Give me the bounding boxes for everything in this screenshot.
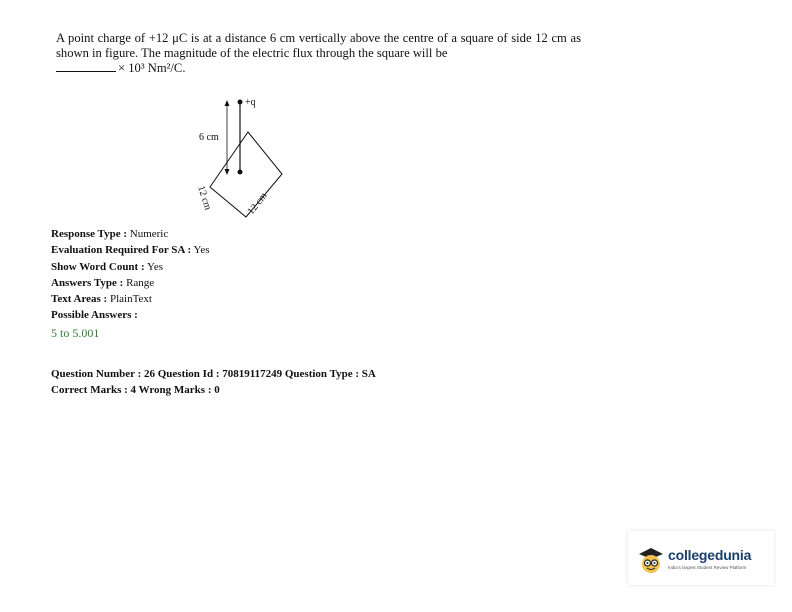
centre-dot: [238, 170, 243, 175]
side-label-right: 12 cm: [245, 190, 270, 217]
meta-answers-type: Answers Type : Range: [51, 276, 155, 289]
collegedunia-logo: [628, 531, 774, 585]
charge-dot: [238, 100, 243, 105]
question-info-line2: Correct Marks : 4 Wrong Marks : 0: [51, 384, 220, 396]
side-label-left: 12 cm: [195, 184, 214, 212]
possible-answer-value: 5 to 5.001: [51, 325, 100, 340]
question-metadata: [51, 226, 210, 341]
meta-possible-answers: Possible Answers :: [51, 309, 138, 322]
meta-response-type: Response Type : Numeric: [51, 228, 169, 240]
square-charge-figure: [190, 92, 300, 222]
answer-blank: [56, 62, 116, 72]
distance-label: 6 cm: [199, 132, 219, 143]
meta-evaluation-required: Evaluation Required For SA : Yes: [51, 244, 210, 257]
square-plate: [210, 132, 282, 217]
mascot-icon: [636, 545, 666, 575]
question-units: × 10³ Nm²/C.: [118, 61, 186, 75]
meta-show-word-count: Show Word Count : Yes: [51, 260, 163, 273]
question-text: [56, 31, 581, 76]
question-info-line1: Question Number : 26 Question Id : 70819117249 Question Type : SA: [51, 368, 376, 380]
charge-label: +q: [245, 97, 256, 108]
arrow-head-top: [225, 100, 230, 106]
question-stem: A point charge of +12 μC is at a distance 6 cm vertically above the centre of a square of side 12 cm as shown in figure. The magnitude of the electric flux through the square will be: [56, 31, 581, 60]
meta-text-areas: Text Areas : PlainText: [51, 293, 152, 306]
logo-brand: collegedunia: [668, 547, 752, 563]
arrow-head-bottom: [225, 169, 230, 175]
logo-tagline: India's largest Student Review Platform: [668, 565, 747, 570]
question-info: [51, 366, 376, 398]
